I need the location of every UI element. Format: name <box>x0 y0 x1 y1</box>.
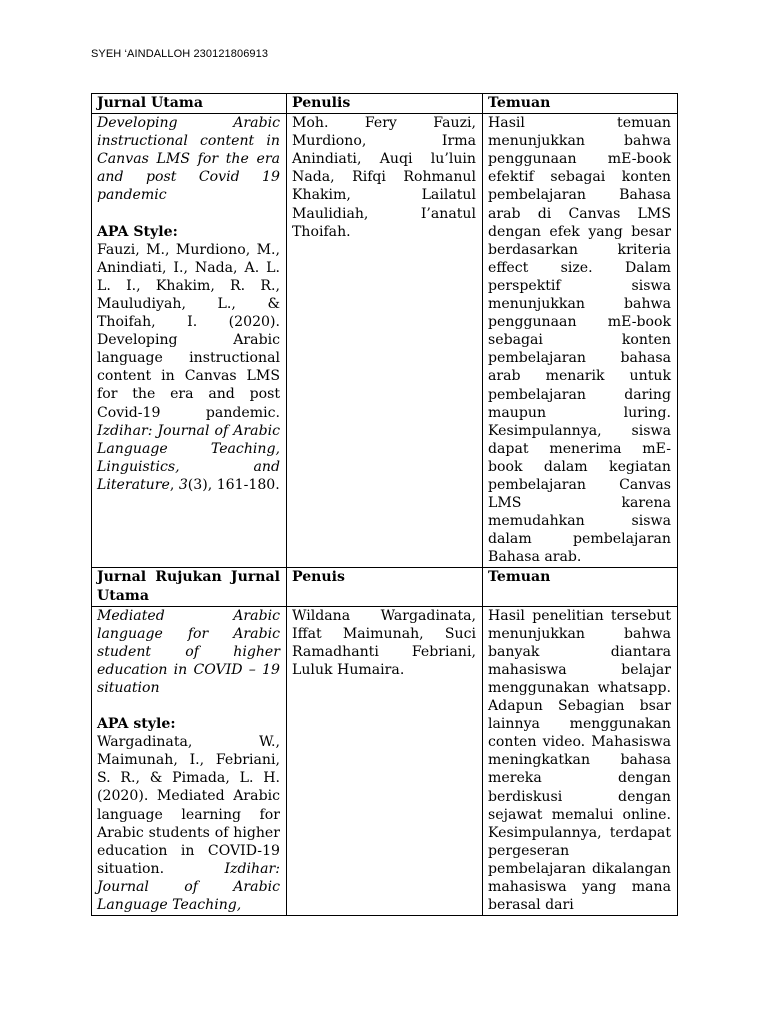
page-header-author: SYEH ‘AINDALLOH 230121806913 <box>91 48 269 60</box>
findings-cell: Hasil temuan menunjukkan bahwa penggunaan mE-book efektif sebagai konten pembelajaran Bahasa arab di Canvas LMS dengan efek yang besar berdasarkan kriteria effect size. Dalam perspektif siswa menunjukkan bahwa penggunaan mE-book sebagai konten pembelajaran bahasa arab menarik untuk pembelajaran daring maupun luring. Kesimpulannya, siswa dapat menerima mE-book dalam kegiatan pembelajaran Canvas LMS karena memudahkan siswa dalam pembelajaran Bahasa arab. <box>483 114 678 568</box>
journal-cell <box>92 114 287 568</box>
table-header-row <box>92 568 678 606</box>
header-jurnal-rujukan: Jurnal Rujukan Jurnal Utama <box>92 568 287 606</box>
findings-cell: Hasil penelitian tersebut menunjukkan bahwa banyak diantara mahasiswa belajar menggunakan whatsapp. Adapun Sebagian bsar lainnya menggunakan conten video. Mahasiswa meningkatkan bahasa mereka dengan berdiskusi dengan sejawat memalui online. Kesimpulannya, terdapat pergeseran pembelajaran dikalangan mahasiswa yang mana berasal dari <box>483 606 678 916</box>
apa-style-label: APA Style <box>97 223 173 240</box>
apa-colon: : <box>170 716 176 733</box>
table-row <box>92 606 678 916</box>
apa-citation: Fauzi, M., Murdiono, M., Anindiati, I., Nada, A. L. L. I., Khakim, R. R., Mauludiyah, L., & Thoifah, I. (2020). Developing Arabic language instructional content in Canvas LMS for the era and post Covid-19 pandemic. <box>97 241 280 421</box>
journal-cell <box>92 606 287 916</box>
apa-journal-name: Izdihar: Journal of Arabic Language Teaching, <box>97 860 280 914</box>
header-penuis: Penuis <box>287 568 483 606</box>
authors-cell: Wildana Wargadinata, Iffat Maimunah, Suci Ramadhanti Febriani, Luluk Humaira. <box>287 606 483 916</box>
apa-journal-name: Izdihar: Journal of Arabic Language Teaching, Linguistics, and Literature <box>97 422 280 493</box>
header-jurnal-utama: Jurnal Utama <box>92 94 287 114</box>
authors-cell: Moh. Fery Fauzi, Murdiono, Irma Anindiati, Auqi lu’luin Nada, Rifqi Rohmanul Khakim, Lailatul Maulidiah, I’anatul Thoifah. <box>287 114 483 568</box>
table-header-row <box>92 94 678 114</box>
journal-title: Mediated Arabic language for Arabic student of higher education in COVID – 19 situation <box>97 607 280 696</box>
apa-pages: (3), 161-180. <box>187 476 280 493</box>
apa-style-label: APA style <box>97 716 171 733</box>
journal-title: Developing Arabic instructional content in Canvas LMS for the era and post Covid 19 pandemic <box>97 115 280 204</box>
apa-citation: Wargadinata, W., Maimunah, I., Febriani, S. R., & Pimada, L. H. (2020). Mediated Arabic language learning for Arabic students of higher education in COVID-19 situation. <box>97 734 280 877</box>
journal-review-table <box>91 93 678 916</box>
apa-colon: : <box>172 223 178 240</box>
header-temuan: Temuan <box>483 94 678 114</box>
header-temuan-2: Temuan <box>483 568 678 606</box>
header-penulis: Penulis <box>287 94 483 114</box>
apa-volume: 3 <box>178 476 188 493</box>
apa-separator: , <box>169 476 179 493</box>
table-row <box>92 114 678 568</box>
